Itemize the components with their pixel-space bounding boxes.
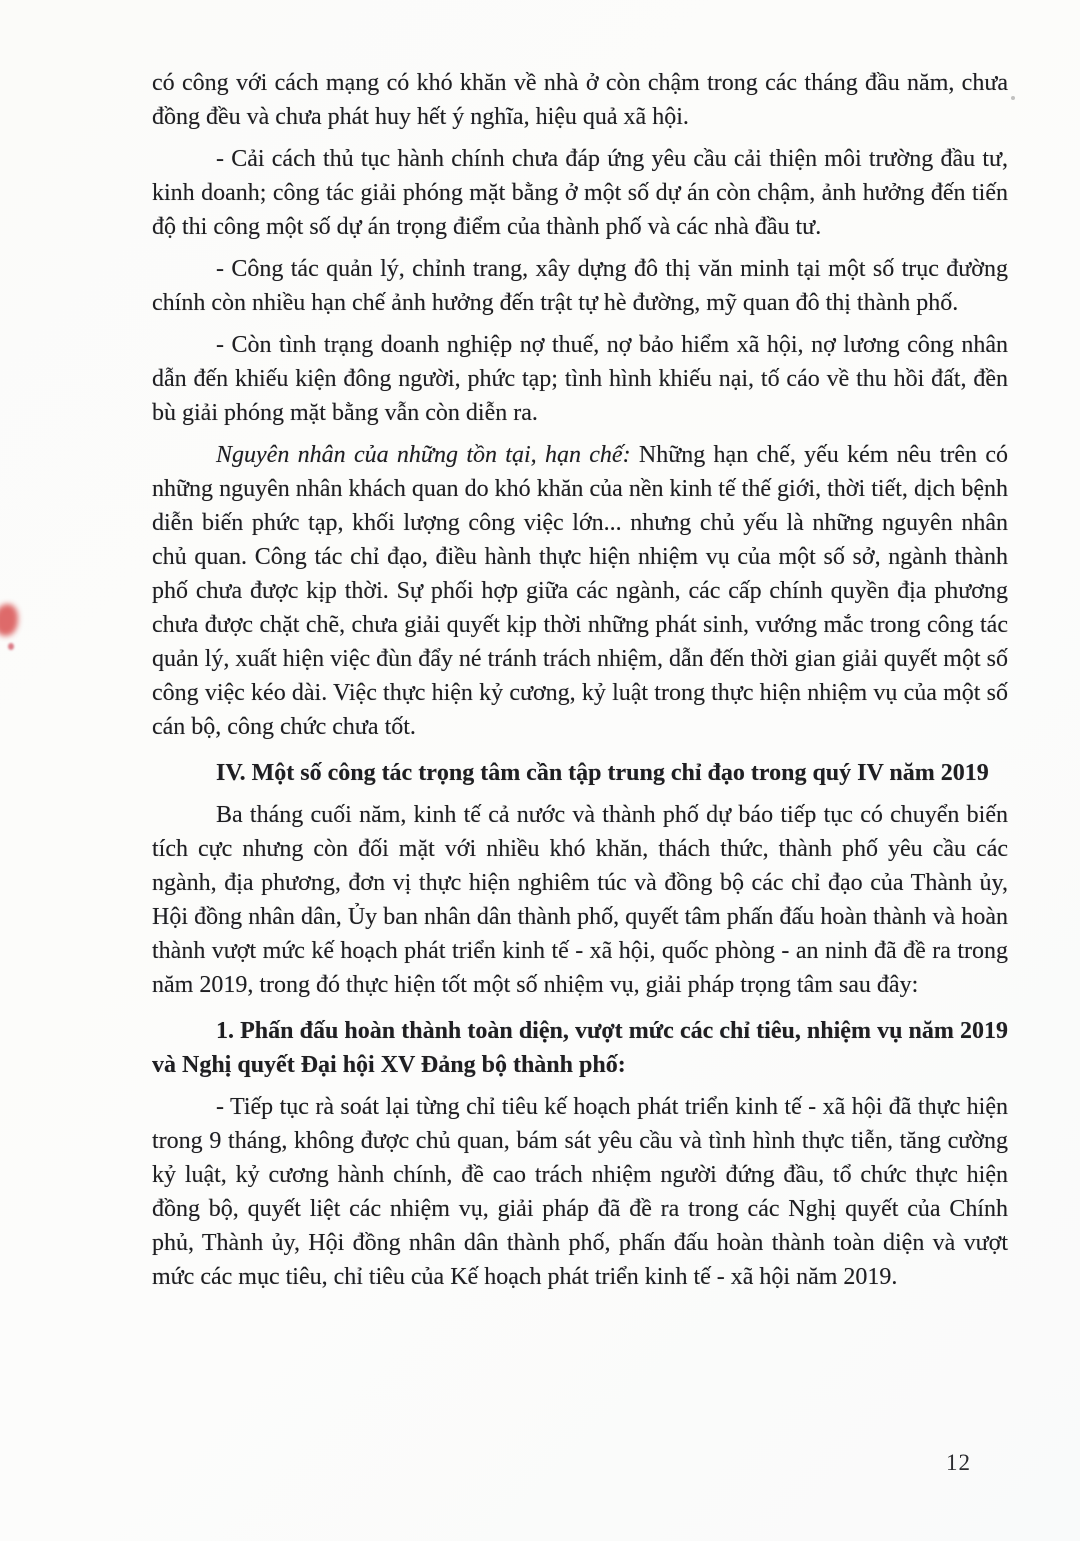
page-content <box>152 66 1008 1302</box>
paragraph-admin-reform: - Cải cách thủ tục hành chính chưa đáp ứng yêu cầu cải thiện môi trường đầu tư, kinh doanh; công tác giải phóng mặt bằng ở một số dự án còn chậm, ảnh hưởng đến tiến độ thi công một số dự án trọng điểm của thành phố và các nhà đầu tư. <box>152 146 1008 240</box>
paragraph-urban-management: - Công tác quản lý, chỉnh trang, xây dựng đô thị văn minh tại một số trục đường chính còn nhiều hạn chế ảnh hưởng đến trật tự hè đường, mỹ quan đô thị thành phố. <box>152 256 1008 316</box>
paragraph-q4-outlook: Ba tháng cuối năm, kinh tế cả nước và thành phố dự báo tiếp tục có chuyển biến tích cực nhưng còn đối mặt với nhiều khó khăn, thách thức, thành phố yêu cầu các ngành, địa phương, đơn vị thực hiện nghiêm túc và đồng bộ các chỉ đạo của Thành ủy, Hội đồng nhân dân, Ủy ban nhân dân thành phố, quyết tâm phấn đấu hoàn thành và hoàn thành vượt mức kế hoạch phát triển kinh tế - xã hội, quốc phòng - an ninh đã đề ra trong năm 2019, trong đó thực hiện tốt một số nhiệm vụ, giải pháp trọng tâm sau đây: <box>152 802 1008 998</box>
heading-task-1: 1. Phấn đấu hoàn thành toàn diện, vượt mức các chỉ tiêu, nhiệm vụ năm 2019 và Nghị quyết Đại hội XV Đảng bộ thành phố: <box>152 1018 1008 1078</box>
paragraph-intro-continuation: có công với cách mạng có khó khăn về nhà ở còn chậm trong các tháng đầu năm, chưa đồng đều và chưa phát huy hết ý nghĩa, hiệu quả xã hội. <box>152 70 1008 130</box>
scan-speck <box>1011 96 1015 100</box>
page-number: 12 <box>946 1450 971 1475</box>
causes-body: Những hạn chế, yếu kém nêu trên có những nguyên nhân khách quan do khó khăn của nền kinh tế thế giới, thời tiết, dịch bệnh diễn biến phức tạp, khối lượng công việc lớn... nhưng chủ yếu là những nguyên nhân chủ quan. Công tác chỉ đạo, điều hành thực hiện nhiệm vụ của một số sở, ngành thành phố chưa được kịp thời. Sự phối hợp giữa các ngành, các cấp chính quyền địa phương chưa được chặt chẽ, chưa giải quyết kịp thời những phát sinh, vướng mắc trong công tác quản lý, xuất hiện việc đùn đẩy né tránh trách nhiệm, dẫn đến thời gian giải quyết một số công việc kéo dài. Việc thực hiện kỷ cương, kỷ luật trong thực hiện nhiệm vụ của một số cán bộ, công chức chưa tốt. <box>152 442 1008 740</box>
heading-section-iv: IV. Một số công tác trọng tâm cần tập trung chỉ đạo trong quý IV năm 2019 <box>216 760 989 786</box>
paragraph-enterprise-debt: - Còn tình trạng doanh nghiệp nợ thuế, nợ bảo hiểm xã hội, nợ lương công nhân dẫn đến khiếu kiện đông người, phức tạp; tình hình khiếu nại, tố cáo về thu hồi đất, đền bù giải phóng mặt bằng vẫn còn diễn ra. <box>152 332 1008 426</box>
causes-lead-italic: Nguyên nhân của những tồn tại, hạn chế: <box>216 442 631 468</box>
paragraph-causes <box>152 438 1008 744</box>
red-ink-smudge <box>0 604 18 636</box>
paragraph-task-1-detail: - Tiếp tục rà soát lại từng chỉ tiêu kế hoạch phát triển kinh tế - xã hội đã thực hiện trong 9 tháng, không được chủ quan, bám sát yêu cầu và tình hình thực tiễn, tăng cường kỷ luật, kỷ cương hành chính, đề cao trách nhiệm người đứng đầu, tổ chức thực hiện đồng bộ, quyết liệt các nhiệm vụ, giải pháp đã đề ra trong các Nghị quyết của Chính phủ, Thành ủy, Hội đồng nhân dân thành phố, phấn đấu hoàn thành toàn diện và vượt mức các mục tiêu, chỉ tiêu của Kế hoạch phát triển kinh tế - xã hội năm 2019. <box>152 1094 1008 1290</box>
red-ink-dot <box>8 643 14 650</box>
